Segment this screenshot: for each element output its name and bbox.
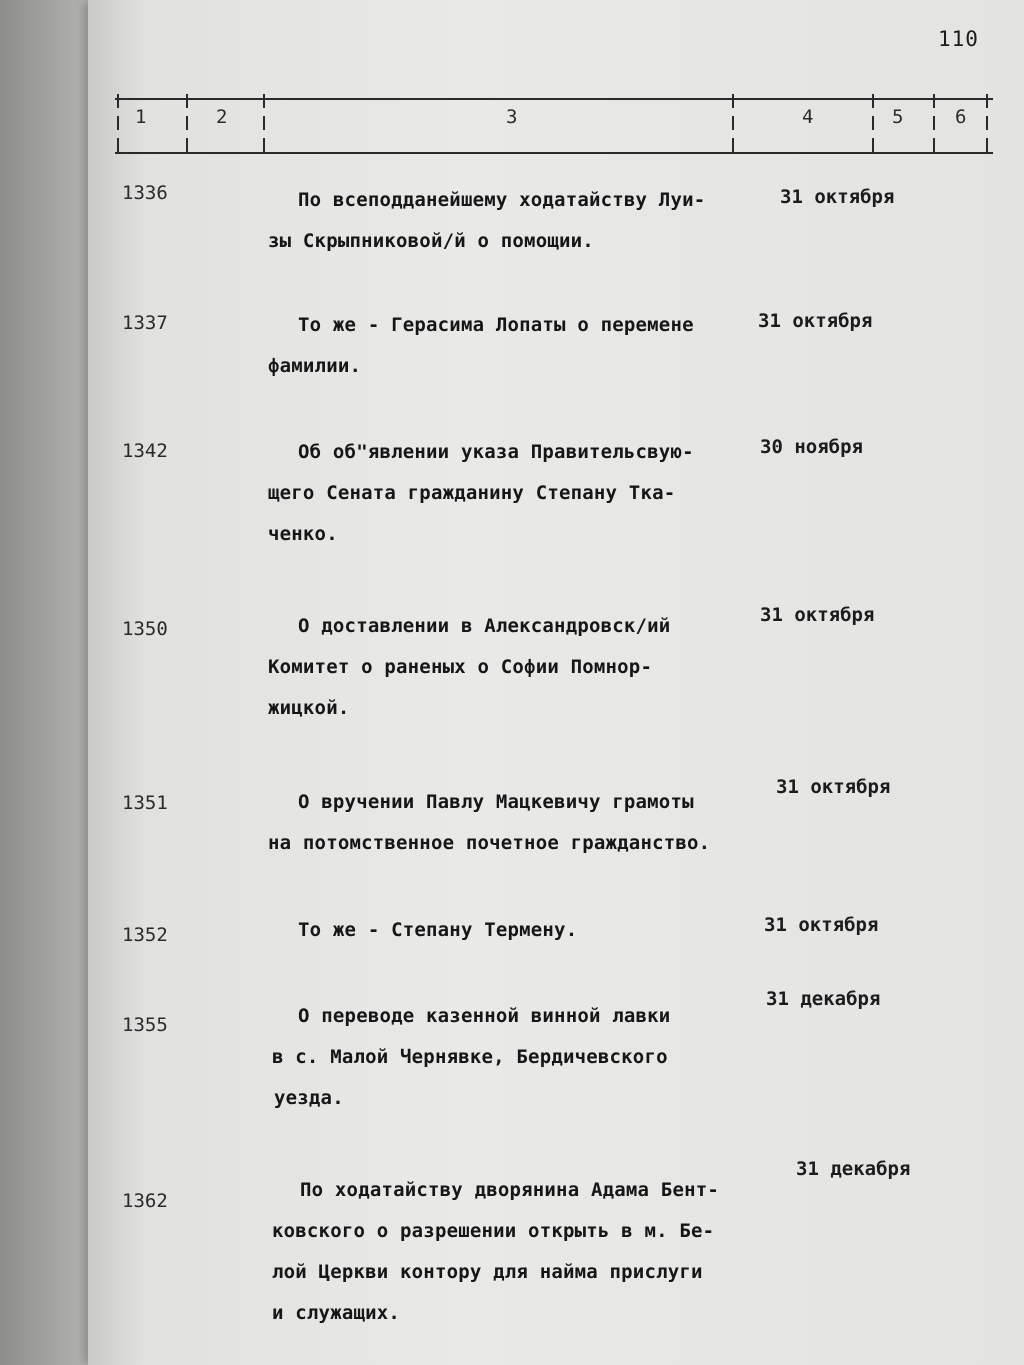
row-description	[272, 1170, 820, 1334]
row-number: 1351	[122, 792, 168, 814]
row-date: 31 октября	[760, 604, 875, 626]
column-header-5: 5	[892, 106, 904, 128]
row-date: 31 октября	[780, 186, 895, 208]
row-text-line: ковского о разрешении открыть в м. Бе-	[272, 1220, 715, 1242]
column-separator	[186, 94, 188, 154]
row-description	[272, 996, 798, 1119]
row-text-line: в с. Малой Чернявке, Бердичевского	[272, 1046, 668, 1068]
column-separator	[263, 94, 265, 154]
page-number: 110	[938, 27, 979, 51]
column-separator	[933, 94, 935, 154]
column-separator	[872, 94, 874, 154]
row-number: 1355	[122, 1014, 168, 1036]
column-header-2: 2	[216, 106, 228, 128]
row-text-line: ченко.	[268, 523, 338, 545]
row-text-line: То же - Степану Термену.	[298, 919, 578, 941]
row-date: 30 ноября	[760, 436, 863, 458]
row-text-line: О доставлении в Александровск/ий	[298, 615, 671, 637]
row-number: 1352	[122, 924, 168, 946]
row-text-line: зы Скрыпниковой/й о помощии.	[268, 230, 594, 252]
row-text-line: и служащих.	[272, 1302, 401, 1324]
row-date: 31 октября	[764, 914, 879, 936]
row-number: 1337	[122, 312, 168, 334]
row-number: 1350	[122, 618, 168, 640]
row-text-line: По всеподданейшему ходатайству Луи-	[298, 189, 706, 211]
row-date: 31 декабря	[766, 988, 881, 1010]
row-date: 31 октября	[758, 310, 873, 332]
row-description	[268, 782, 818, 864]
column-separator	[986, 94, 988, 154]
row-date: 31 декабря	[796, 1158, 911, 1180]
column-header-3: 3	[506, 106, 518, 128]
row-text-line: лой Церкви контору для найма прислуги	[272, 1261, 703, 1283]
row-text-line: щего Сената гражданину Степану Тка-	[268, 482, 676, 504]
row-text-line: Об об"явлении указа Правительсвую-	[298, 441, 694, 463]
facing-page-edge	[0, 0, 88, 1365]
column-separator	[117, 94, 119, 154]
row-text-line: уезда.	[274, 1087, 344, 1109]
column-header-6: 6	[955, 106, 967, 128]
row-text-line: жицкой.	[268, 697, 350, 719]
row-description	[268, 305, 798, 387]
header-top-rule	[115, 98, 993, 100]
header-bottom-rule	[115, 152, 993, 154]
row-number: 1336	[122, 182, 168, 204]
row-text-line: По ходатайству дворянина Адама Бент-	[300, 1179, 720, 1201]
row-text-line: фамилии.	[268, 355, 362, 377]
row-text-line: О переводе казенной винной лавки	[298, 1005, 671, 1027]
row-number: 1362	[122, 1190, 168, 1212]
row-description	[268, 180, 798, 262]
column-header-4: 4	[802, 106, 814, 128]
row-text-line: О вручении Павлу Мацкевичу грамоты	[298, 791, 694, 813]
row-text-line: на потомственное почетное гражданство.	[268, 832, 711, 854]
column-separator	[732, 94, 734, 154]
row-text-line: Комитет о раненых о Софии Помнор-	[268, 656, 653, 678]
row-description	[268, 432, 798, 555]
row-text-line: То же - Герасима Лопаты о перемене	[298, 314, 694, 336]
row-date: 31 октября	[776, 776, 891, 798]
row-description	[268, 606, 798, 729]
row-description	[298, 910, 798, 951]
column-header-1: 1	[135, 106, 147, 128]
row-number: 1342	[122, 440, 168, 462]
